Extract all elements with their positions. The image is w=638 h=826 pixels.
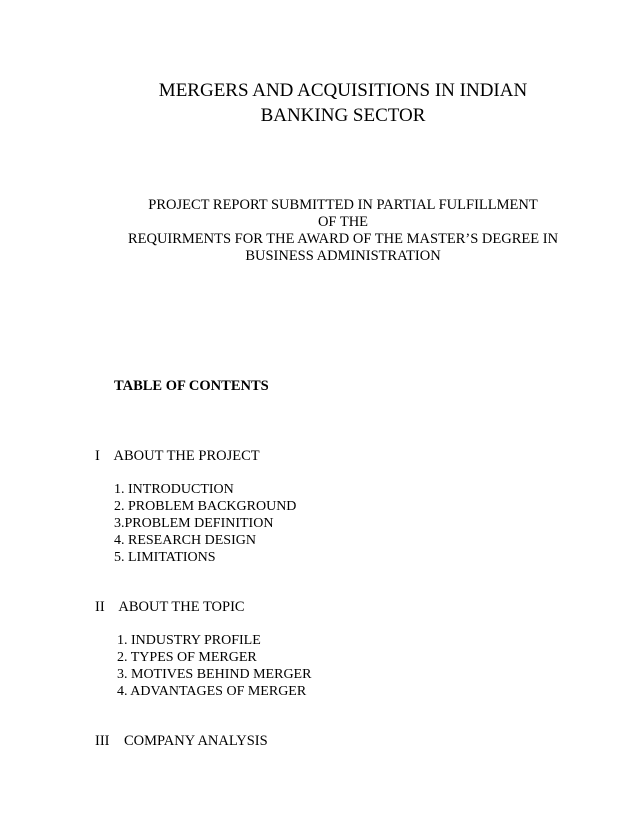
toc-section-label: III COMPANY ANALYSIS	[95, 733, 268, 749]
subtitle-line-4: BUSINESS ADMINISTRATION	[245, 248, 441, 264]
toc-item: 1. INDUSTRY PROFILE	[117, 633, 261, 648]
toc-section-label: II ABOUT THE TOPIC	[95, 599, 245, 615]
subtitle-line-2: OF THE	[317, 214, 369, 230]
toc-item: 4. ADVANTAGES OF MERGER	[117, 684, 307, 699]
subtitle-line-3: REQUIRMENTS FOR THE AWARD OF THE MASTER’S DEGREE IN	[127, 231, 559, 247]
toc-item: 4. RESEARCH DESIGN	[114, 533, 256, 548]
toc-item: 5. LIMITATIONS	[114, 550, 216, 565]
document-title-line-2: BANKING SECTOR	[260, 105, 426, 126]
toc-item: 3.PROBLEM DEFINITION	[114, 516, 274, 531]
toc-heading: TABLE OF CONTENTS	[114, 378, 269, 394]
subtitle-line-1: PROJECT REPORT SUBMITTED IN PARTIAL FULFILLMENT	[148, 197, 538, 213]
toc-item: 3. MOTIVES BEHIND MERGER	[117, 667, 312, 682]
toc-item: 2. TYPES OF MERGER	[117, 650, 257, 665]
toc-section-label: I ABOUT THE PROJECT	[95, 448, 260, 464]
document-title-line-1: MERGERS AND ACQUISITIONS IN INDIAN	[158, 80, 528, 101]
toc-item: 2. PROBLEM BACKGROUND	[114, 499, 297, 514]
toc-item: 1. INTRODUCTION	[114, 482, 234, 497]
